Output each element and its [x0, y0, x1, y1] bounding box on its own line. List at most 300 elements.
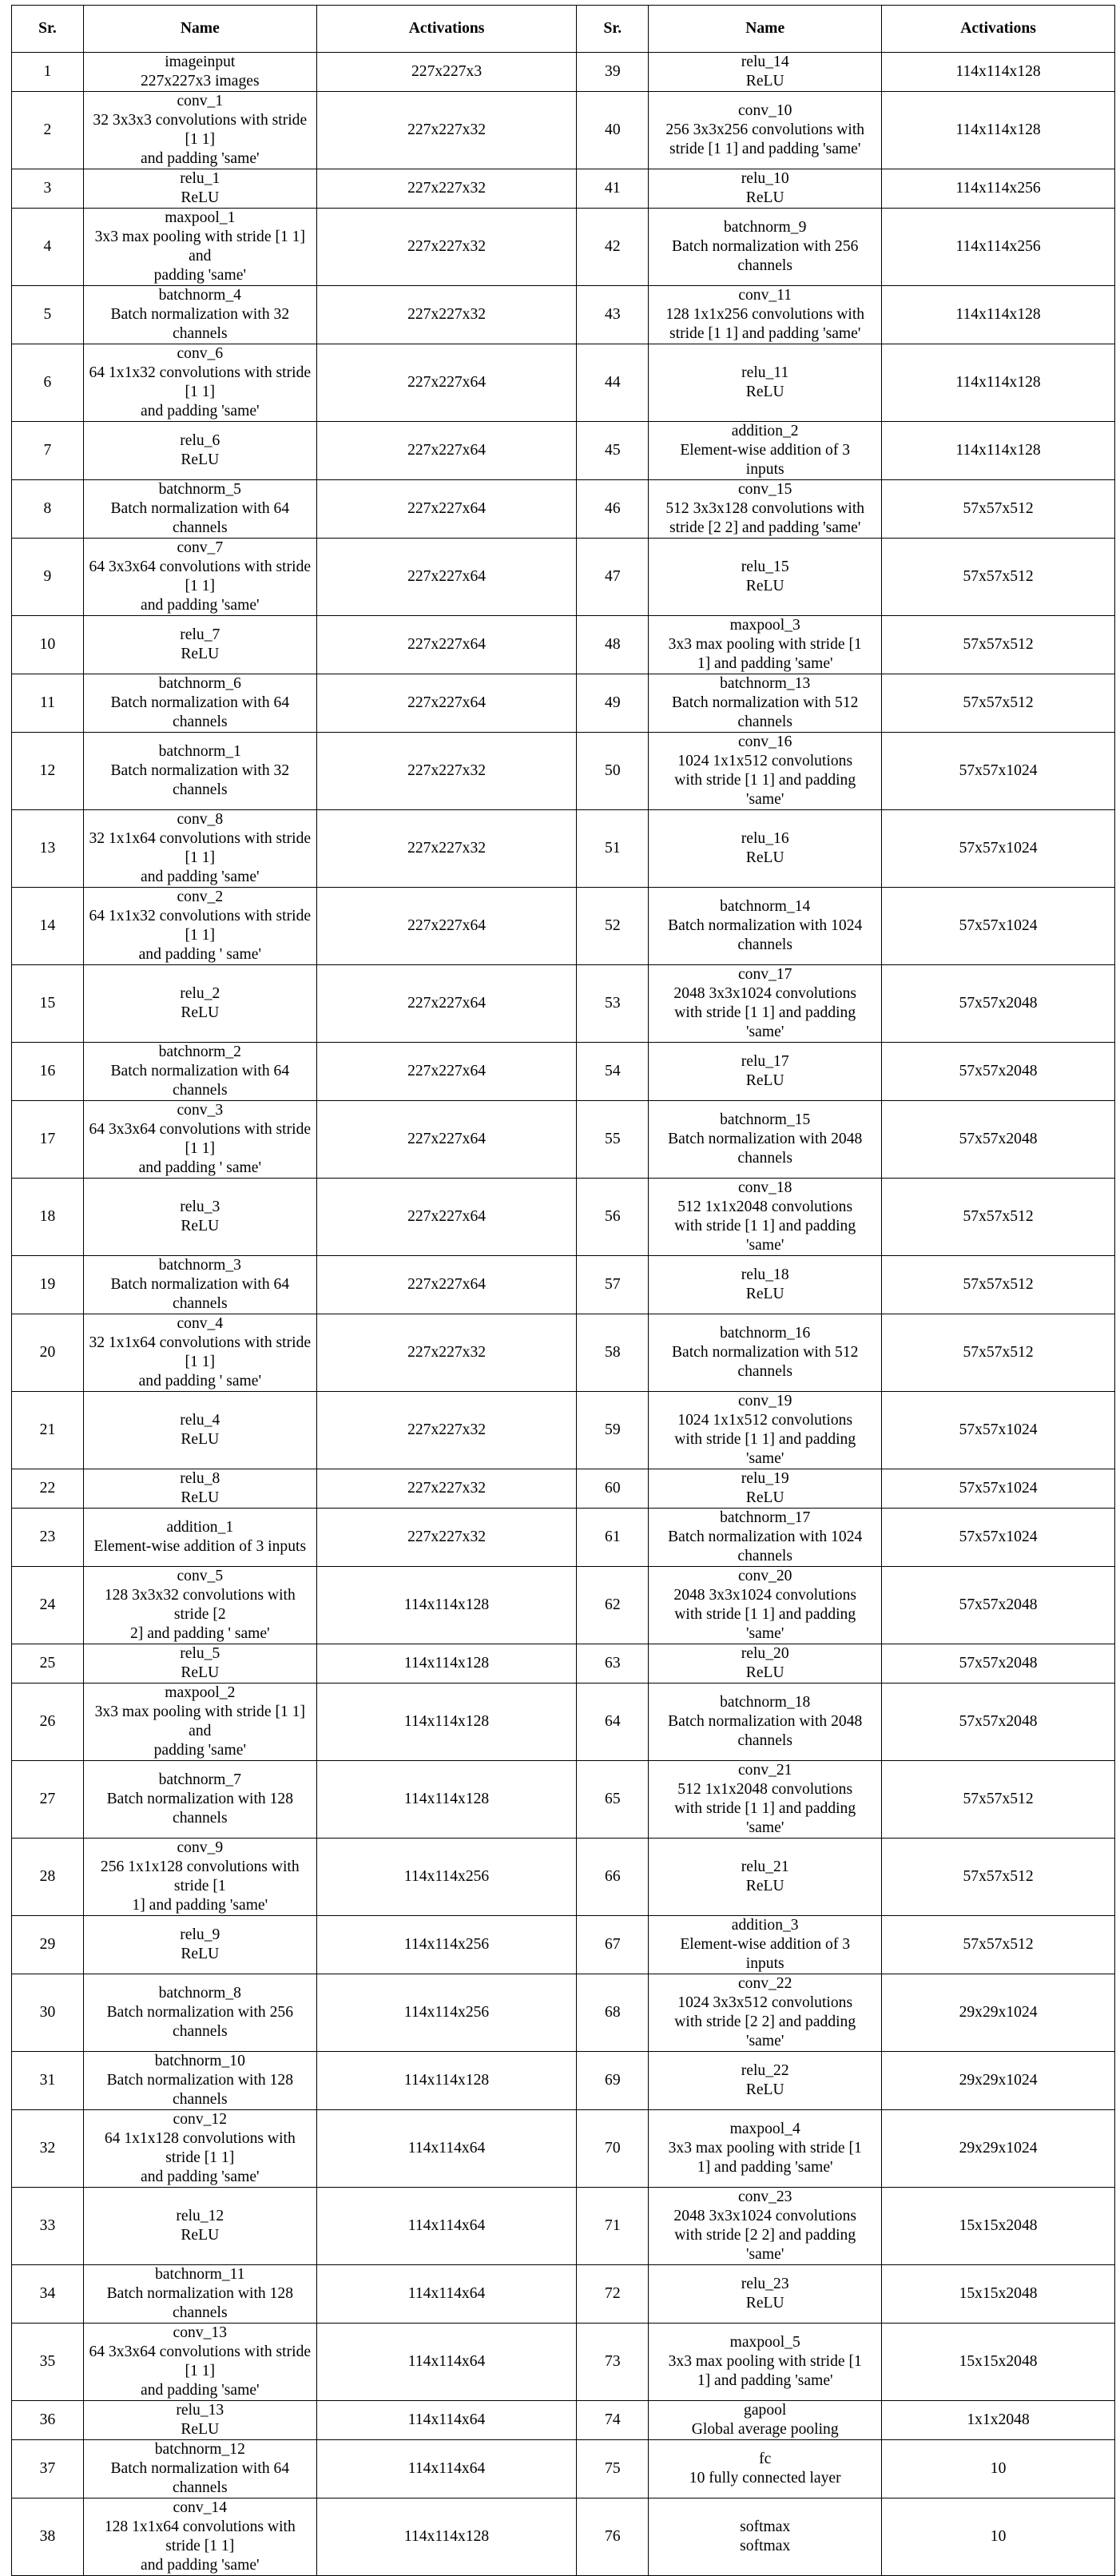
- sr-cell-left: 25: [12, 1644, 84, 1684]
- layer-name: conv_13: [173, 2324, 228, 2341]
- activations-cell-left: 227x227x64: [316, 888, 577, 965]
- table-row: [12, 480, 1115, 539]
- table-row: [12, 2188, 1115, 2265]
- layer-description: with stride [2 2] and padding: [674, 2013, 856, 2030]
- layer-description: ReLU: [181, 451, 220, 468]
- layer-description: 256 1x1x128 convolutions with stride [1: [100, 1858, 300, 1894]
- layer-name: gapool: [744, 2402, 787, 2419]
- name-cell-right: [649, 1644, 882, 1684]
- sr-cell-right: 71: [577, 2188, 649, 2265]
- table-row: [12, 1839, 1115, 1916]
- name-cell-left: [83, 209, 316, 286]
- name-cell-right: [649, 2401, 882, 2440]
- layer-name: imageinput: [165, 54, 236, 70]
- layer-name: batchnorm_2: [158, 1044, 241, 1060]
- layer-description: 64 3x3x64 convolutions with stride [1 1]: [89, 559, 312, 594]
- sr-cell-right: 73: [577, 2324, 649, 2401]
- name-cell-right: [649, 1314, 882, 1392]
- sr-cell-right: 51: [577, 810, 649, 888]
- layer-description: Batch normalization with 128 channels: [106, 1791, 294, 1827]
- activations-cell-right: 114x114x128: [882, 92, 1115, 169]
- layer-description: 'same': [746, 2246, 784, 2263]
- sr-cell-left: 1: [12, 53, 84, 92]
- layer-name: relu_1: [180, 170, 220, 187]
- activations-cell-left: 227x227x64: [316, 422, 577, 480]
- layer-name: relu_13: [176, 2402, 224, 2419]
- name-cell-left: [83, 1101, 316, 1179]
- sr-cell-right: 69: [577, 2052, 649, 2110]
- layer-description: ReLU: [181, 1664, 220, 1681]
- header-name-right: Name: [649, 6, 882, 53]
- name-cell-left: [83, 1684, 316, 1761]
- table-row: [12, 1101, 1115, 1179]
- activations-cell-right: 57x57x512: [882, 1179, 1115, 1256]
- layer-name: batchnorm_14: [720, 898, 811, 915]
- sr-cell-left: 21: [12, 1392, 84, 1469]
- layer-description: ReLU: [745, 189, 784, 206]
- name-cell-left: [83, 2324, 316, 2401]
- layer-description: 'same': [746, 1024, 784, 1040]
- table-row: [12, 1644, 1115, 1684]
- layer-description: ReLU: [181, 1946, 220, 1962]
- name-cell-right: [649, 1684, 882, 1761]
- layer-name: softmax: [740, 2518, 791, 2535]
- activations-cell-right: 57x57x512: [882, 616, 1115, 674]
- name-cell-right: [649, 344, 882, 422]
- activations-cell-right: 114x114x128: [882, 53, 1115, 92]
- name-cell-right: [649, 92, 882, 169]
- sr-cell-left: 26: [12, 1684, 84, 1761]
- layer-description: Batch normalization with 2048: [668, 1713, 863, 1730]
- sr-cell-left: 29: [12, 1916, 84, 1974]
- activations-cell-left: 227x227x64: [316, 965, 577, 1043]
- layer-description: channels: [737, 1548, 792, 1564]
- activations-cell-left: 227x227x32: [316, 286, 577, 344]
- layer-description: 256 3x3x256 convolutions with: [665, 121, 865, 138]
- activations-cell-right: 57x57x2048: [882, 1101, 1115, 1179]
- layer-name: conv_22: [737, 1975, 792, 1992]
- layer-description: Element-wise addition of 3 inputs: [93, 1538, 307, 1555]
- layer-name: relu_3: [180, 1199, 220, 1215]
- table-row: [12, 169, 1115, 209]
- layer-name: conv_21: [737, 1762, 792, 1779]
- activations-cell-left: 227x227x64: [316, 616, 577, 674]
- layer-description: softmax: [740, 2538, 791, 2554]
- layer-name: batchnorm_5: [158, 481, 241, 498]
- sr-cell-right: 48: [577, 616, 649, 674]
- activations-cell-right: 57x57x2048: [882, 1043, 1115, 1101]
- activations-cell-right: 57x57x512: [882, 674, 1115, 733]
- layer-description: and padding 'same': [141, 2382, 260, 2399]
- sr-cell-right: 39: [577, 53, 649, 92]
- layer-name: relu_9: [180, 1926, 220, 1943]
- sr-cell-right: 70: [577, 2110, 649, 2188]
- sr-cell-right: 63: [577, 1644, 649, 1684]
- activations-cell-left: 114x114x128: [316, 1644, 577, 1684]
- sr-cell-right: 57: [577, 1256, 649, 1314]
- sr-cell-right: 47: [577, 539, 649, 616]
- layer-name: batchnorm_7: [158, 1771, 241, 1788]
- name-cell-right: [649, 169, 882, 209]
- table-row: [12, 1392, 1115, 1469]
- layer-name: conv_4: [177, 1315, 224, 1332]
- sr-cell-left: 14: [12, 888, 84, 965]
- layer-name: batchnorm_13: [720, 675, 811, 692]
- name-cell-right: [649, 674, 882, 733]
- layer-description: Batch normalization with 1024: [668, 1529, 863, 1545]
- activations-cell-right: 29x29x1024: [882, 2052, 1115, 2110]
- activations-cell-left: 114x114x256: [316, 1916, 577, 1974]
- layer-name: conv_16: [737, 733, 792, 750]
- table-row: [12, 53, 1115, 92]
- name-cell-left: [83, 1256, 316, 1314]
- name-cell-right: [649, 1256, 882, 1314]
- activations-cell-left: 227x227x64: [316, 1256, 577, 1314]
- name-cell-right: [649, 1179, 882, 1256]
- layer-name: batchnorm_3: [158, 1257, 241, 1274]
- layer-name: relu_19: [741, 1470, 789, 1487]
- activations-cell-left: 227x227x64: [316, 344, 577, 422]
- sr-cell-right: 75: [577, 2440, 649, 2498]
- layer-description: 1] and padding 'same': [697, 2159, 833, 2176]
- layer-name: batchnorm_1: [158, 743, 241, 760]
- layer-description: ReLU: [745, 2081, 784, 2098]
- name-cell-left: [83, 1916, 316, 1974]
- layer-name: relu_17: [741, 1053, 789, 1070]
- layer-description: and padding 'same': [141, 150, 260, 167]
- layer-description: 128 1x1x256 convolutions with: [665, 306, 865, 323]
- table-row: [12, 2265, 1115, 2324]
- layer-name: addition_2: [731, 423, 799, 439]
- name-cell-left: [83, 2265, 316, 2324]
- layer-description: Batch normalization with 64 channels: [110, 2460, 290, 2496]
- table-row: [12, 1567, 1115, 1644]
- sr-cell-left: 10: [12, 616, 84, 674]
- sr-cell-right: 45: [577, 422, 649, 480]
- layer-description: 64 3x3x64 convolutions with stride [1 1]: [89, 2343, 312, 2379]
- table-row: [12, 344, 1115, 422]
- activations-cell-right: 57x57x1024: [882, 733, 1115, 810]
- name-cell-right: [649, 1043, 882, 1101]
- layer-description: inputs: [745, 1955, 784, 1972]
- header-name-left: Name: [83, 6, 316, 53]
- layer-name: conv_15: [737, 481, 792, 498]
- activations-cell-right: 114x114x128: [882, 422, 1115, 480]
- layer-description: Batch normalization with 2048: [668, 1131, 863, 1147]
- activations-cell-left: 227x227x32: [316, 1314, 577, 1392]
- layer-description: with stride [1 1] and padding: [674, 1606, 856, 1623]
- activations-cell-left: 114x114x64: [316, 2324, 577, 2401]
- layer-description: 512 1x1x2048 convolutions: [677, 1781, 853, 1798]
- layer-description: ReLU: [745, 2295, 784, 2312]
- layer-description: 'same': [746, 1450, 784, 1467]
- table-row: [12, 674, 1115, 733]
- sr-cell-right: 58: [577, 1314, 649, 1392]
- name-cell-left: [83, 674, 316, 733]
- layer-name: conv_14: [173, 2499, 228, 2516]
- table-row: [12, 965, 1115, 1043]
- layer-description: 2] and padding ' same': [129, 1625, 270, 1642]
- layer-description: Batch normalization with 1024: [668, 917, 863, 934]
- sr-cell-right: 64: [577, 1684, 649, 1761]
- layer-description: ReLU: [181, 1489, 220, 1506]
- sr-cell-left: 20: [12, 1314, 84, 1392]
- activations-cell-left: 114x114x64: [316, 2265, 577, 2324]
- layer-description: 10 fully connected layer: [689, 2470, 841, 2487]
- layer-name: conv_1: [177, 93, 224, 109]
- layer-name: relu_21: [741, 1858, 789, 1875]
- layer-description: channels: [737, 1150, 792, 1167]
- name-cell-right: [649, 1916, 882, 1974]
- sr-cell-right: 67: [577, 1916, 649, 1974]
- layer-name: conv_5: [177, 1568, 224, 1584]
- layer-description: Batch normalization with 64 channels: [110, 694, 290, 730]
- layer-name: relu_15: [741, 559, 789, 575]
- layer-description: 'same': [746, 1625, 784, 1642]
- layer-name: batchnorm_12: [154, 2441, 245, 2458]
- name-cell-left: [83, 616, 316, 674]
- layer-description: 3x3 max pooling with stride [1: [668, 2140, 862, 2157]
- layer-name: batchnorm_4: [158, 287, 241, 304]
- activations-cell-right: 57x57x1024: [882, 1509, 1115, 1567]
- layer-description: ReLU: [181, 1004, 220, 1021]
- sr-cell-left: 3: [12, 169, 84, 209]
- name-cell-left: [83, 480, 316, 539]
- layer-description: ReLU: [745, 1664, 784, 1681]
- layer-name: batchnorm_8: [158, 1985, 241, 2002]
- layer-description: 'same': [746, 2033, 784, 2049]
- sr-cell-left: 4: [12, 209, 84, 286]
- name-cell-left: [83, 1392, 316, 1469]
- table-row: [12, 2440, 1115, 2498]
- layer-name: conv_17: [737, 966, 792, 983]
- layer-name: conv_10: [737, 102, 792, 119]
- sr-cell-right: 61: [577, 1509, 649, 1567]
- layer-description: 512 3x3x128 convolutions with: [665, 500, 865, 517]
- table-row: [12, 1043, 1115, 1101]
- layer-description: 3x3 max pooling with stride [1 1] and: [94, 229, 305, 264]
- sr-cell-left: 30: [12, 1974, 84, 2052]
- activations-cell-left: 114x114x128: [316, 1761, 577, 1839]
- layer-description: Batch normalization with 128 channels: [106, 2285, 294, 2321]
- layer-description: stride [2 2] and padding 'same': [669, 519, 861, 536]
- table-row: [12, 422, 1115, 480]
- name-cell-left: [83, 1839, 316, 1916]
- activations-cell-right: 15x15x2048: [882, 2265, 1115, 2324]
- activations-cell-left: 227x227x64: [316, 674, 577, 733]
- layer-name: relu_16: [741, 830, 789, 847]
- activations-cell-right: 57x57x512: [882, 1839, 1115, 1916]
- activations-cell-left: 114x114x128: [316, 2498, 577, 2576]
- sr-cell-right: 52: [577, 888, 649, 965]
- layer-name: relu_4: [180, 1412, 220, 1429]
- table-row: [12, 1974, 1115, 2052]
- table-row: [12, 888, 1115, 965]
- layer-description: ReLU: [745, 849, 784, 866]
- layer-description: padding 'same': [153, 267, 246, 284]
- name-cell-right: [649, 2324, 882, 2401]
- activations-cell-left: 227x227x32: [316, 1469, 577, 1509]
- name-cell-left: [83, 1043, 316, 1101]
- layer-description: ReLU: [745, 73, 784, 89]
- table-header: [12, 6, 1115, 53]
- layer-name: conv_6: [177, 345, 224, 362]
- sr-cell-left: 38: [12, 2498, 84, 2576]
- layer-description: ReLU: [181, 189, 220, 206]
- activations-cell-right: 57x57x512: [882, 1916, 1115, 1974]
- activations-cell-left: 114x114x128: [316, 2052, 577, 2110]
- name-cell-right: [649, 1761, 882, 1839]
- sr-cell-right: 49: [577, 674, 649, 733]
- layer-description: 2048 3x3x1024 convolutions: [673, 985, 856, 1002]
- header-activations-right: Activations: [882, 6, 1115, 53]
- activations-cell-left: 227x227x32: [316, 1392, 577, 1469]
- table-row: [12, 539, 1115, 616]
- name-cell-right: [649, 2498, 882, 2576]
- header-sr-right: Sr.: [577, 6, 649, 53]
- name-cell-right: [649, 616, 882, 674]
- layer-description: with stride [1 1] and padding: [674, 772, 856, 789]
- name-cell-right: [649, 209, 882, 286]
- layer-description: and padding ' same': [138, 946, 262, 963]
- name-cell-left: [83, 1314, 316, 1392]
- name-cell-left: [83, 733, 316, 810]
- name-cell-left: [83, 965, 316, 1043]
- layer-description: 32 1x1x64 convolutions with stride [1 1]: [89, 1334, 312, 1370]
- layer-name: conv_11: [738, 287, 792, 304]
- sr-cell-left: 18: [12, 1179, 84, 1256]
- name-cell-left: [83, 2110, 316, 2188]
- layer-description: Batch normalization with 256 channels: [106, 2004, 294, 2040]
- layer-name: relu_8: [180, 1470, 220, 1487]
- layer-description: with stride [1 1] and padding: [674, 1431, 856, 1448]
- activations-cell-right: 57x57x1024: [882, 810, 1115, 888]
- sr-cell-left: 2: [12, 92, 84, 169]
- sr-cell-left: 16: [12, 1043, 84, 1101]
- layer-description: 1] and padding 'same': [132, 1897, 268, 1914]
- activations-cell-left: 227x227x64: [316, 539, 577, 616]
- sr-cell-right: 46: [577, 480, 649, 539]
- activations-cell-left: 227x227x64: [316, 1179, 577, 1256]
- name-cell-left: [83, 2188, 316, 2265]
- layer-description: 3x3 max pooling with stride [1: [668, 2353, 862, 2370]
- sr-cell-right: 66: [577, 1839, 649, 1916]
- activations-cell-right: 57x57x2048: [882, 965, 1115, 1043]
- layer-name: relu_23: [741, 2276, 789, 2292]
- header-activations-left: Activations: [316, 6, 577, 53]
- layer-description: and padding 'same': [141, 2169, 260, 2185]
- activations-cell-right: 57x57x512: [882, 1314, 1115, 1392]
- name-cell-right: [649, 2188, 882, 2265]
- activations-cell-right: 29x29x1024: [882, 2110, 1115, 2188]
- layer-name: conv_20: [737, 1568, 792, 1584]
- layer-name: relu_7: [180, 626, 220, 643]
- name-cell-left: [83, 539, 316, 616]
- layer-description: ReLU: [181, 1431, 220, 1448]
- table-row: [12, 2401, 1115, 2440]
- layer-description: Element-wise addition of 3: [680, 442, 851, 459]
- layer-name: maxpool_3: [729, 617, 800, 634]
- name-cell-left: [83, 1179, 316, 1256]
- sr-cell-left: 13: [12, 810, 84, 888]
- layer-description: 3x3 max pooling with stride [1: [668, 636, 862, 653]
- layer-name: relu_18: [741, 1266, 789, 1283]
- sr-cell-left: 15: [12, 965, 84, 1043]
- layer-description: with stride [1 1] and padding: [674, 1218, 856, 1234]
- table-row: [12, 1179, 1115, 1256]
- name-cell-right: [649, 1567, 882, 1644]
- activations-cell-left: 227x227x32: [316, 810, 577, 888]
- activations-cell-right: 114x114x256: [882, 169, 1115, 209]
- name-cell-left: [83, 286, 316, 344]
- layer-description: padding 'same': [153, 1742, 246, 1759]
- layer-name: conv_7: [177, 539, 224, 556]
- activations-cell-left: 227x227x64: [316, 1043, 577, 1101]
- sr-cell-left: 32: [12, 2110, 84, 2188]
- layer-description: and padding 'same': [141, 2557, 260, 2574]
- sr-cell-right: 41: [577, 169, 649, 209]
- name-cell-left: [83, 2401, 316, 2440]
- activations-cell-right: 114x114x128: [882, 344, 1115, 422]
- header-sr-left: Sr.: [12, 6, 84, 53]
- layer-name: conv_8: [177, 811, 224, 828]
- name-cell-left: [83, 92, 316, 169]
- table-row: [12, 286, 1115, 344]
- layer-description: 128 1x1x64 convolutions with stride [1 1]: [104, 2518, 296, 2554]
- layer-description: and padding ' same': [138, 1373, 262, 1389]
- activations-cell-right: 57x57x512: [882, 539, 1115, 616]
- sr-cell-right: 56: [577, 1179, 649, 1256]
- layer-description: ReLU: [745, 384, 784, 400]
- layer-description: 'same': [746, 1819, 784, 1836]
- layer-name: batchnorm_16: [720, 1325, 811, 1342]
- activations-cell-right: 57x57x2048: [882, 1644, 1115, 1684]
- layer-name: conv_9: [177, 1839, 224, 1856]
- name-cell-right: [649, 286, 882, 344]
- activations-cell-right: 57x57x2048: [882, 1684, 1115, 1761]
- name-cell-right: [649, 1839, 882, 1916]
- name-cell-right: [649, 539, 882, 616]
- layer-name: batchnorm_6: [158, 675, 241, 692]
- layer-description: stride [1 1] and padding 'same': [669, 141, 861, 157]
- layer-description: 128 3x3x32 convolutions with stride [2: [104, 1587, 296, 1623]
- layer-description: 64 1x1x128 convolutions with stride [1 1]: [104, 2130, 296, 2166]
- activations-cell-left: 227x227x64: [316, 1101, 577, 1179]
- layer-name: batchnorm_9: [724, 219, 807, 236]
- layer-description: with stride [1 1] and padding: [674, 1800, 856, 1817]
- layer-description: 3x3 max pooling with stride [1 1] and: [94, 1703, 305, 1739]
- activations-cell-left: 114x114x256: [316, 1974, 577, 2052]
- activations-cell-right: 15x15x2048: [882, 2324, 1115, 2401]
- activations-cell-left: 227x227x32: [316, 1509, 577, 1567]
- layer-description: 1024 1x1x512 convolutions: [677, 1412, 853, 1429]
- table-row: [12, 1509, 1115, 1567]
- name-cell-right: [649, 1469, 882, 1509]
- layer-description: Batch normalization with 64 channels: [110, 500, 290, 536]
- layer-description: 'same': [746, 1237, 784, 1254]
- layer-name: relu_10: [741, 170, 789, 187]
- layer-description: ReLU: [745, 1286, 784, 1302]
- layer-description: 2048 3x3x1024 convolutions: [673, 1587, 856, 1604]
- sr-cell-left: 33: [12, 2188, 84, 2265]
- layer-description: 1024 1x1x512 convolutions: [677, 753, 853, 769]
- layer-description: 'same': [746, 791, 784, 808]
- sr-cell-right: 55: [577, 1101, 649, 1179]
- name-cell-left: [83, 810, 316, 888]
- layer-description: Batch normalization with 64 channels: [110, 1063, 290, 1099]
- layer-description: 64 1x1x32 convolutions with stride [1 1]: [89, 364, 312, 400]
- activations-cell-right: 1x1x2048: [882, 2401, 1115, 2440]
